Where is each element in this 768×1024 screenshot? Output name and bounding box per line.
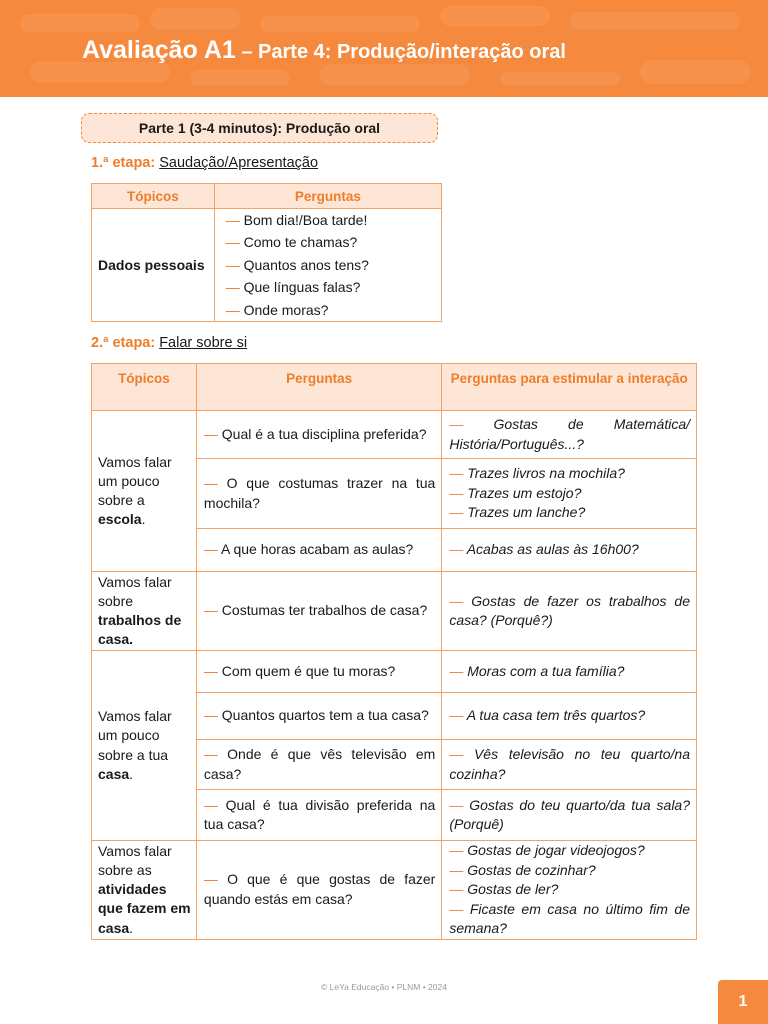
stage2-table xyxy=(91,363,697,940)
topic-school: Vamos falar um pouco sobre a escola. xyxy=(92,411,197,572)
topic-activities: Vamos falar sobre as atividades que fazem em casa. xyxy=(92,841,197,940)
stage2-header-topics: Tópicos xyxy=(92,364,197,411)
stage1-topic: Dados pessoais xyxy=(92,209,215,322)
stage1-header-questions: Perguntas xyxy=(214,184,441,209)
topic-home: Vamos falar um pouco sobre a tua casa. xyxy=(92,651,197,841)
table-row-prompt: — Gostas de fazer os trabalhos de casa? (Porquê?) xyxy=(442,572,697,651)
stage2-header-questions: Perguntas xyxy=(196,364,441,411)
footer-copyright: © LeYa Educação • PLNM • 2024 xyxy=(321,982,447,992)
stage1-table xyxy=(91,183,442,322)
table-row-question: — O que costumas trazer na tua mochila? xyxy=(196,459,441,529)
question-item: — Onde moras? xyxy=(225,301,329,318)
table-row-prompt: — Gostas do teu quarto/da tua sala? (Porquê) xyxy=(442,790,697,841)
question-item: — Que línguas falas? xyxy=(225,279,361,296)
stage1-number: 1.ª etapa: xyxy=(91,155,156,171)
question-item: — Quantos anos tens? xyxy=(225,256,369,273)
table-row-prompt: — Moras com a tua família? xyxy=(442,651,697,693)
table-row-question: — Costumas ter trabalhos de casa? xyxy=(196,572,441,651)
title-rest: – Parte 4: Produção/interação oral xyxy=(235,41,566,63)
table-row-question: — Quantos quartos tem a tua casa? xyxy=(196,693,441,740)
stage1-title: Saudação/Apresentação xyxy=(159,155,319,171)
question-item: — Bom dia!/Boa tarde! xyxy=(225,212,368,228)
table-row-question: — Qual é a tua disciplina preferida? xyxy=(196,411,441,459)
title-main: Avaliação A1 xyxy=(82,36,236,64)
page-number: 1 xyxy=(718,980,768,1024)
page-title xyxy=(82,36,566,65)
page-header xyxy=(0,0,768,97)
table-row-prompt: — Gostas de jogar videojogos? — Gostas de cozinhar? — Gostas de ler? — Ficaste em casa no último fim de semana? xyxy=(442,841,697,940)
stage1-heading xyxy=(91,155,318,171)
table-row-question: — O que é que gostas de fazer quando estás em casa? xyxy=(196,841,441,940)
table-row-prompt: — Vês televisão no teu quarto/na cozinha? xyxy=(442,740,697,790)
stage2-heading xyxy=(91,335,247,351)
table-row-question: — A que horas acabam as aulas? xyxy=(196,529,441,572)
table-row-prompt: — Acabas as aulas às 16h00? xyxy=(442,529,697,572)
stage1-header-topics: Tópicos xyxy=(92,184,215,209)
table-row-prompt: — A tua casa tem três quartos? xyxy=(442,693,697,740)
table-row-question: — Com quem é que tu moras? xyxy=(196,651,441,693)
stage2-number: 2.ª etapa: xyxy=(91,335,156,351)
table-row-question: — Onde é que vês televisão em casa? xyxy=(196,740,441,790)
stage2-title: Falar sobre si xyxy=(159,335,248,351)
part-label: Parte 1 (3-4 minutos): Produção oral xyxy=(81,113,438,143)
table-row-prompt: — Trazes livros na mochila? — Trazes um estojo? — Trazes um lanche? xyxy=(442,459,697,529)
topic-homework: Vamos falar sobre trabalhos de casa. xyxy=(92,572,197,651)
stage2-header-prompts: Perguntas para estimular a interação xyxy=(442,364,697,411)
table-row-question: — Qual é tua divisão preferida na tua casa? xyxy=(196,790,441,841)
question-item: — Como te chamas? xyxy=(225,234,358,251)
table-row-prompt: — Gostas de Matemática/ História/Português...? xyxy=(442,411,697,459)
stage1-questions xyxy=(214,209,441,322)
